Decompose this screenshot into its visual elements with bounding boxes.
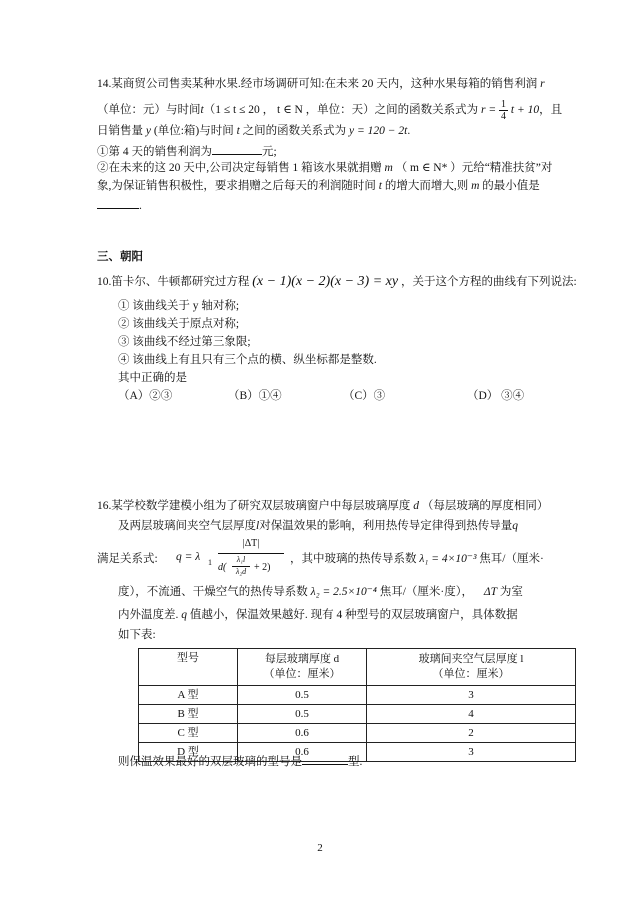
table-header-row [139, 649, 576, 686]
table-cell: 3 [367, 743, 576, 762]
q14-answer-line: . [97, 196, 142, 214]
q10-option-d: （D） ③④ [467, 390, 525, 402]
q10-item-3: ③ 该曲线不经过第三象限; [118, 336, 251, 348]
q14-fraction: $\frac{1}{4}$ [501, 99, 507, 122]
q16-conclusion: 则保温效果最好的双层玻璃的型号是 型. [118, 752, 362, 770]
table-cell: 0.5 [238, 686, 367, 705]
q16-line-2: 及两层玻璃间夹空气层厚度l对保温效果的影响，利用热传导定律得到热传导量q [118, 520, 518, 532]
q10-option-a: （A）②③ [118, 390, 173, 402]
answer-blank [212, 142, 262, 155]
q14-subquestion-1: ①第 4 天的销售利润为 元; [97, 142, 277, 160]
q10-option-c: （C）③ [343, 390, 386, 402]
q16-formula: q = λ 1 |ΔT| d( λ₁l λ₂d + 2) [176, 536, 286, 582]
formula-fraction-bar [218, 553, 284, 554]
q10-item-2: ② 该曲线关于原点对称; [118, 318, 240, 330]
table-cell: C 型 [139, 724, 238, 743]
table-cell: 4 [367, 705, 576, 724]
table-row [139, 705, 576, 724]
q10-question: 其中正确的是 [118, 372, 187, 384]
table-cell: B 型 [139, 705, 238, 724]
q14-subquestion-2-cont: 象,为保证销售积极性，要求捐赠之后每天的利润随时间 t 的增大而增大,则 m 的最小值是 [97, 180, 540, 192]
table-cell: 0.6 [238, 724, 367, 743]
table-header-model: 型号 [139, 649, 238, 686]
section-heading: 三、朝阳 [97, 251, 143, 263]
table-cell: 0.5 [238, 705, 367, 724]
q14-subquestion-2: ②在未来的这 20 天中,公司决定每销售 1 箱该水果就捐赠 m （ m ∈ N* ）元给“精准扶贫”对 [97, 162, 553, 174]
table-row [139, 686, 576, 705]
q10-item-4: ④ 该曲线上有且只有三个点的横、纵坐标都是整数. [118, 354, 377, 366]
q14-line-2: （单位：元）与时间t（1 ≤ t ≤ 20 ， t ∈ N ，单位：天）之间的函数关系式为 r = $\frac{1}{4}$ t + 10，且 [97, 99, 563, 122]
table-header-air-layer: 玻璃间夹空气层厚度 l （单位：厘米） [367, 649, 576, 686]
q14-line-1: 14.某商贸公司售卖某种水果.经市场调研可知:在未来 20 天内，这种水果每箱的销售利润 r [97, 78, 545, 90]
table-cell: D 型 [139, 743, 238, 762]
table-cell: 0.6 [238, 743, 367, 762]
q16-line-6: 如下表: [118, 629, 156, 641]
table-header-thickness: 每层玻璃厚度 d （单位：厘米） [238, 649, 367, 686]
table-row [139, 724, 576, 743]
answer-blank [302, 752, 348, 765]
q16-formula-label: 满足关系式: [97, 553, 158, 565]
glass-spec-table [138, 648, 576, 762]
q16-line-3: ，其中玻璃的热传导系数 λ₁ = 4×10⁻³ 焦耳/（厘米· [290, 553, 544, 565]
answer-blank [97, 196, 139, 209]
table-cell: 2 [367, 724, 576, 743]
q16-line-5: 内外温度差. q 值越小，保温效果越好. 现有 4 种型号的双层玻璃窗户，具体数据 [118, 609, 518, 621]
q10-stem: 10.笛卡尔、牛顿都研究过方程 (x − 1)(x − 2)(x − 3) = xy ，关于这个方程的曲线有下列说法: [97, 274, 577, 289]
table-cell: A 型 [139, 686, 238, 705]
q16-line-4: 度），不流通、干燥空气的热传导系数 λ₂ = 2.5×10⁻⁴ 焦耳/（厘米·度）， ΔT 为室 [118, 586, 523, 598]
table-cell: 3 [367, 686, 576, 705]
q10-option-b: （B）①④ [228, 390, 282, 402]
q14-line-3: 日销售量 y (单位:箱)与时间 t 之间的函数关系式为 y = 120 − 2t. [97, 125, 411, 137]
q10-item-1: ① 该曲线关于 y 轴对称; [118, 300, 240, 312]
page-number: 2 [317, 842, 323, 854]
q16-line-1: 16.某学校数学建模小组为了研究双层玻璃窗户中每层玻璃厚度 d （每层玻璃的厚度相同） [97, 500, 549, 512]
